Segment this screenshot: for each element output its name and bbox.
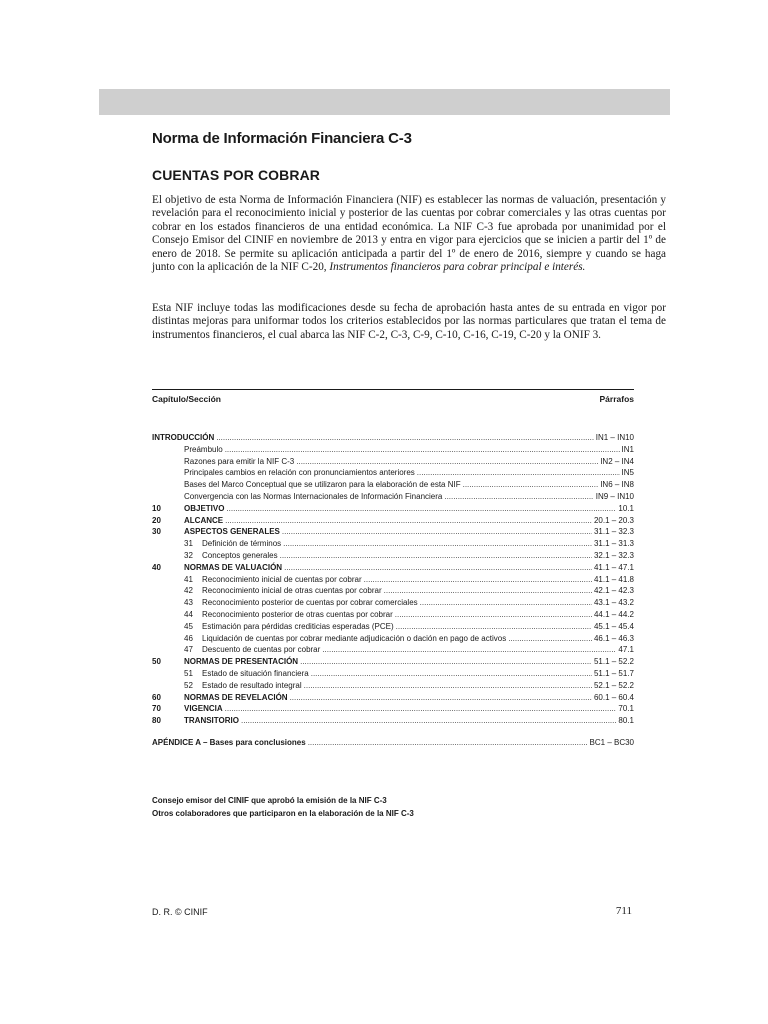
intro-text: El objetivo de esta Norma de Información Financiera (NIF) es establecer las normas de valuación, presentación y revelación para el reconocimiento inicial y posterior de las cuentas por cobrar comerciales y las otras cuentas por cobrar en los estados financieros de una entidad económica. La NIF C-3 fue aprobada por unanimidad por el Consejo Emisor del CINIF en noviembre de 2013 y entra en vigor para ejercicios que se inicien a partir del 1º de enero de 2018. Se permite su aplicación anticipada a partir del 1º de enero de 2016, siempre y cuando se haga junto con la aplicación de la NIF C-20,: [152, 194, 666, 274]
toc-entry-paragraphs: 32.1 – 32.3: [593, 550, 634, 560]
toc-entry-paragraphs: BC1 – BC30: [589, 737, 634, 747]
toc-entry-label: Reconocimiento posterior de otras cuentas por cobrar: [202, 609, 393, 619]
intro-paragraph-2: [152, 302, 666, 342]
toc-entry-paragraphs: 31.1 – 32.3: [593, 527, 634, 537]
toc-row: [152, 703, 634, 715]
toc-row: [152, 515, 634, 527]
toc-row: [152, 656, 634, 668]
toc-section-number: 51: [184, 668, 193, 678]
toc-entry-label: Conceptos generales: [202, 550, 278, 560]
toc-entry-label: Estado de resultado integral: [202, 680, 302, 690]
toc-section-number: 32: [184, 550, 193, 560]
toc-leader-dots: [280, 550, 592, 562]
toc-entry-paragraphs: 42.1 – 42.3: [593, 586, 634, 596]
toc-row: [152, 692, 634, 704]
toc-leader-dots: [420, 597, 592, 609]
toc-leader-dots: [463, 479, 599, 491]
toc-entry-paragraphs: 20.1 – 20.3: [593, 515, 634, 525]
intro-text-2: Esta NIF incluye todas las modificaciones desde su fecha de aprobación hasta antes de su entrada en vigor por distintas mejoras para uniformar todos los criterios establecidos por las normas particulares que tratan el tema de instrumentos financieros, el cual abarca las NIF C-2, C-3, C-9, C-10, C-16, C-19, C-20 y la ONIF 3.: [152, 302, 666, 341]
toc-entry-label: Razones para emitir la NIF C-3: [184, 456, 295, 466]
toc-row: [152, 550, 634, 562]
toc-row: [152, 737, 634, 749]
toc-chapter-number: 60: [152, 692, 161, 702]
toc-header-paragraphs: Párrafos: [599, 394, 634, 404]
toc-leader-dots: [300, 656, 592, 668]
toc-entry-paragraphs: IN2 – IN4: [600, 456, 634, 466]
toc-section-number: 42: [184, 586, 193, 596]
toc-leader-dots: [417, 467, 620, 479]
toc-entry-paragraphs: IN1 – IN10: [595, 433, 634, 442]
toc-chapter-number: 80: [152, 716, 161, 726]
toc-row: [152, 597, 634, 609]
toc-entry-label: NORMAS DE VALUACIÓN: [184, 562, 283, 572]
intro-italic-title: Instrumentos financieros para cobrar principal e interés.: [329, 261, 586, 274]
toc-chapter-number: 20: [152, 515, 161, 525]
toc-row: [152, 538, 634, 550]
toc-spacer: [152, 727, 634, 737]
toc-entry-label: Definición de términos: [202, 539, 282, 549]
toc-leader-dots: [396, 621, 592, 633]
toc-entry-label: Preámbulo: [184, 444, 223, 454]
footnote-colaboradores: Otros colaboradores que participaron en la elaboración de la NIF C-3: [152, 809, 414, 818]
toc-entry-label: Bases del Marco Conceptual que se utilizaron para la elaboración de esta NIF: [184, 480, 461, 490]
intro-paragraph-1: [152, 194, 666, 274]
toc-entry-label: NORMAS DE PRESENTACIÓN: [184, 657, 299, 667]
toc-leader-dots: [290, 692, 592, 704]
toc-entry-label: INTRODUCCIÓN: [152, 433, 215, 442]
toc-entry-label: Descuento de cuentas por cobrar: [202, 645, 321, 655]
toc-entry-label: TRANSITORIO: [184, 716, 239, 726]
toc-chapter-number: 70: [152, 704, 161, 714]
document-title: CUENTAS POR COBRAR: [152, 167, 320, 183]
toc-entry-label: ASPECTOS GENERALES: [184, 527, 280, 537]
toc-entry-label: NORMAS DE REVELACIÓN: [184, 692, 288, 702]
toc-row: [152, 621, 634, 633]
toc-leader-dots: [296, 456, 598, 468]
toc-top-rule: [152, 389, 634, 390]
toc-leader-dots: [282, 526, 592, 538]
toc-row: [152, 585, 634, 597]
toc-row: [152, 574, 634, 586]
toc-section-number: 45: [184, 621, 193, 631]
toc-entry-paragraphs: 41.1 – 41.8: [593, 574, 634, 584]
toc-row: [152, 668, 634, 680]
toc-row: [152, 633, 634, 645]
toc-entry-paragraphs: 45.1 – 45.4: [593, 621, 634, 631]
toc-entry-paragraphs: 46.1 – 46.3: [593, 633, 634, 643]
toc-leader-dots: [283, 538, 592, 550]
toc-leader-dots: [225, 515, 592, 527]
toc-entry-label: Estimación para pérdidas crediticias esperadas (PCE): [202, 621, 394, 631]
toc-row: [152, 503, 634, 515]
toc-leader-dots: [395, 609, 592, 621]
toc-entry-paragraphs: 51.1 – 52.2: [593, 657, 634, 667]
footnote-consejo: Consejo emisor del CINIF que aprobó la emisión de la NIF C-3: [152, 796, 387, 805]
toc-entry-paragraphs: 70.1: [618, 704, 634, 714]
toc-entry-label: ALCANCE: [184, 515, 224, 525]
toc-chapter-number: 50: [152, 657, 161, 667]
toc-row: [152, 715, 634, 727]
toc-leader-dots: [225, 444, 620, 456]
toc-leader-dots: [322, 644, 616, 656]
toc-entry-paragraphs: 41.1 – 47.1: [593, 562, 634, 572]
toc-leader-dots: [225, 703, 617, 715]
toc-entry-label: Estado de situación financiera: [202, 668, 309, 678]
table-of-contents: [152, 432, 634, 749]
toc-leader-dots: [308, 737, 588, 749]
toc-row: [152, 609, 634, 621]
toc-entry-label: Principales cambios en relación con pronunciamientos anteriores: [184, 468, 415, 478]
toc-row: [152, 432, 634, 444]
toc-entry-paragraphs: 47.1: [618, 645, 634, 655]
toc-entry-paragraphs: 10.1: [618, 503, 634, 513]
toc-row: [152, 456, 634, 468]
toc-entry-label: Reconocimiento inicial de otras cuentas por cobrar: [202, 586, 382, 596]
toc-entry-paragraphs: 51.1 – 51.7: [593, 668, 634, 678]
toc-leader-dots: [284, 562, 592, 574]
toc-row: [152, 526, 634, 538]
toc-entry-paragraphs: IN1: [621, 444, 634, 454]
toc-entry-paragraphs: IN6 – IN8: [600, 480, 634, 490]
header-bar: [99, 89, 670, 115]
toc-chapter-number: 10: [152, 503, 161, 513]
toc-entry-label: Liquidación de cuentas por cobrar mediante adjudicación o dación en pago de activos: [202, 633, 507, 643]
toc-row: [152, 680, 634, 692]
toc-section-number: 41: [184, 574, 193, 584]
toc-section-number: 46: [184, 633, 193, 643]
toc-leader-dots: [241, 715, 616, 727]
toc-leader-dots: [216, 432, 594, 444]
toc-row: [152, 644, 634, 656]
toc-entry-paragraphs: 43.1 – 43.2: [593, 598, 634, 608]
toc-entry-paragraphs: 80.1: [618, 716, 634, 726]
toc-row: [152, 467, 634, 479]
toc-row: [152, 491, 634, 503]
toc-leader-dots: [508, 633, 592, 645]
toc-section-number: 31: [184, 539, 193, 549]
toc-leader-dots: [311, 668, 592, 680]
toc-section-number: 47: [184, 645, 193, 655]
toc-entry-label: Convergencia con las Normas Internacionales de Información Financiera: [184, 491, 443, 501]
page-number: 711: [615, 905, 632, 917]
toc-entry-paragraphs: 31.1 – 31.3: [593, 539, 634, 549]
toc-leader-dots: [384, 585, 592, 597]
toc-section-number: 43: [184, 598, 193, 608]
toc-row: [152, 479, 634, 491]
toc-row: [152, 444, 634, 456]
toc-entry-label: VIGENCIA: [184, 704, 223, 714]
toc-entry-label: Reconocimiento inicial de cuentas por cobrar: [202, 574, 362, 584]
toc-leader-dots: [364, 574, 592, 586]
toc-entry-label: OBJETIVO: [184, 503, 225, 513]
copyright: D. R. © CINIF: [152, 907, 208, 917]
toc-entry-paragraphs: IN5: [621, 468, 634, 478]
toc-entry-paragraphs: 60.1 – 60.4: [593, 692, 634, 702]
toc-entry-paragraphs: 44.1 – 44.2: [593, 609, 634, 619]
toc-leader-dots: [304, 680, 592, 692]
toc-leader-dots: [226, 503, 616, 515]
toc-entry-paragraphs: 52.1 – 52.2: [593, 680, 634, 690]
toc-entry-paragraphs: IN9 – IN10: [595, 491, 634, 501]
toc-leader-dots: [444, 491, 593, 503]
toc-section-number: 52: [184, 680, 193, 690]
toc-row: [152, 562, 634, 574]
toc-chapter-number: 40: [152, 562, 161, 572]
toc-section-number: 44: [184, 609, 193, 619]
toc-entry-label: APÉNDICE A – Bases para conclusiones: [152, 737, 306, 747]
toc-entry-label: Reconocimiento posterior de cuentas por cobrar comerciales: [202, 598, 418, 608]
norm-title: Norma de Información Financiera C-3: [152, 130, 412, 147]
toc-chapter-number: 30: [152, 527, 161, 537]
toc-header-chapter: Capítulo/Sección: [152, 394, 221, 404]
